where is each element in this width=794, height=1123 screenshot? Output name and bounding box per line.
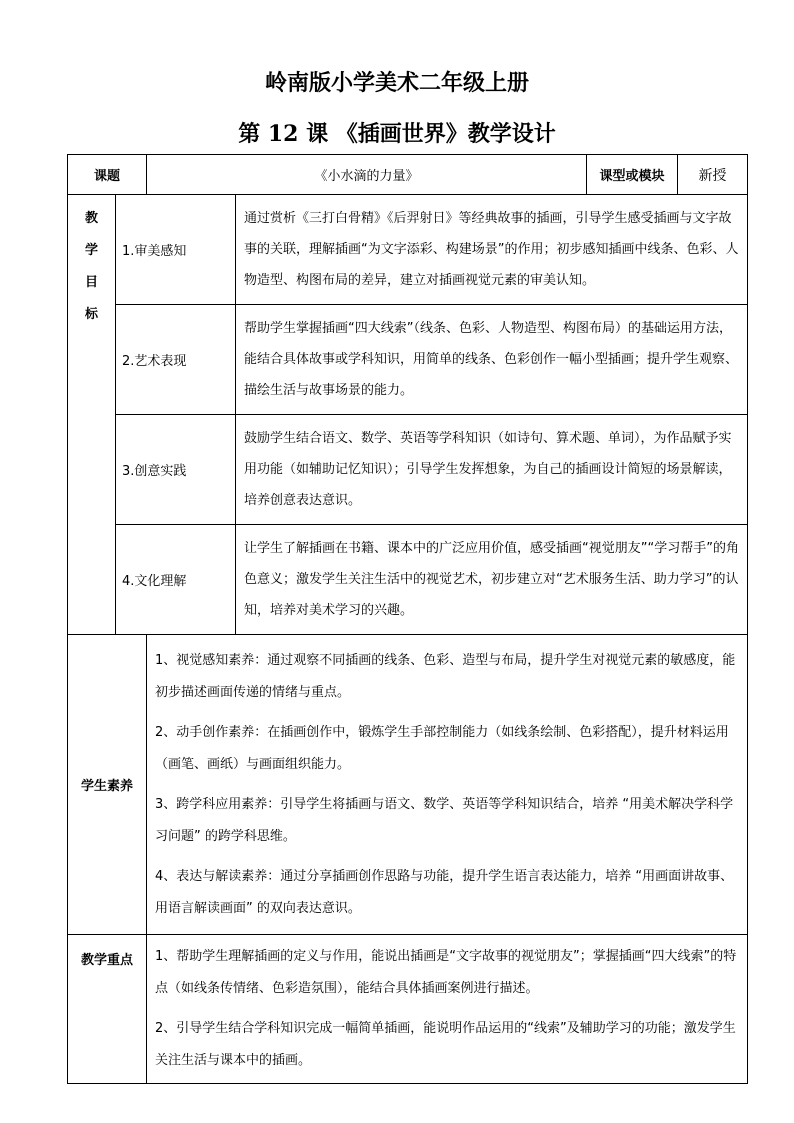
goals-label: 教 学 目 标 <box>68 195 116 635</box>
goal-text: 鼓励学生结合语文、数学、英语等学科知识（如诗句、算术题、单词），为作品赋予实用功能（如辅助记忆知识）；引导学生发挥想象，为自己的插画设计简短的场景解读，培养创意表达意识。 <box>236 415 748 525</box>
keypoints-row <box>68 935 748 1084</box>
literacy-label: 学生素养 <box>68 635 147 935</box>
literacy-item: 2、动手创作素养：在插画创作中，锻炼学生手部控制能力（如线条绘制、色彩搭配），提升材料运用（画笔、画纸）与画面组织能力。 <box>155 724 729 772</box>
literacy-row <box>68 635 748 935</box>
goal-row <box>68 195 748 305</box>
goal-row <box>68 415 748 525</box>
type-value: 新授 <box>678 155 748 195</box>
lesson-plan-table <box>67 154 748 1084</box>
goal-text: 帮助学生掌握插画“四大线索”（线条、色彩、人物造型、构图布局）的基础运用方法，能结合具体故事或学科知识，用简单的线条、色彩创作一幅小型插画；提升学生观察、描绘生活与故事场景的能力。 <box>236 305 748 415</box>
goal-label: 4.文化理解 <box>116 525 236 635</box>
goal-label: 3.创意实践 <box>116 415 236 525</box>
topic-label: 课题 <box>68 155 147 195</box>
literacy-item: 1、视觉感知素养：通过观察不同插画的线条、色彩、造型与布局，提升学生对视觉元素的敏感度，能初步描述画面传递的情绪与重点。 <box>155 652 736 700</box>
goal-row <box>68 305 748 415</box>
document-title: 岭南版小学美术二年级上册 <box>264 70 529 96</box>
goal-text: 通过赏析《三打白骨精》《后羿射日》等经典故事的插画，引导学生感受插画与文字故事的关联，理解插画“为文字添彩、构建场景”的作用；初步感知插画中线条、色彩、人物造型、构图布局的差异，建立对插画视觉元素的审美认知。 <box>236 195 748 305</box>
type-label: 课型或模块 <box>587 155 678 195</box>
keypoint-item: 1、帮助学生理解插画的定义与作用，能说出插画是“文字故事的视觉朋友”；掌握插画“四大线索”的特点（如线条传情绪、色彩造氛围），能结合具体插画案例进行描述。 <box>155 949 737 996</box>
header-row <box>68 155 748 195</box>
keypoints-label: 教学重点 <box>68 935 147 1084</box>
literacy-content <box>147 635 748 935</box>
keypoint-item: 2、引导学生结合学科知识完成一幅简单插画，能说明作品运用的“线索”及辅助学习的功能；激发学生关注生活与课本中的插画。 <box>155 1021 736 1068</box>
literacy-item: 3、跨学科应用素养：引导学生将插画与语文、数学、英语等学科知识结合，培养 “用美术解决学科学习问题” 的跨学科思维。 <box>155 796 734 844</box>
lesson-title: 第 12 课 《插画世界》教学设计 <box>238 121 556 147</box>
literacy-item: 4、表达与解读素养：通过分享插画创作思路与功能，提升学生语言表达能力，培养 “用画面讲故事、用语言解读画面” 的双向表达意识。 <box>155 868 734 916</box>
goal-row <box>68 525 748 635</box>
goal-label: 2.艺术表现 <box>116 305 236 415</box>
goal-label: 1.审美感知 <box>116 195 236 305</box>
topic-value: 《小水滴的力量》 <box>147 155 587 195</box>
goal-text: 让学生了解插画在书籍、课本中的广泛应用价值，感受插画“视觉朋友”“学习帮手”的角色意义；激发学生关注生活中的视觉艺术，初步建立对“艺术服务生活、助力学习”的认知，培养对美术学习的兴趣。 <box>236 525 748 635</box>
keypoints-content <box>147 935 748 1084</box>
